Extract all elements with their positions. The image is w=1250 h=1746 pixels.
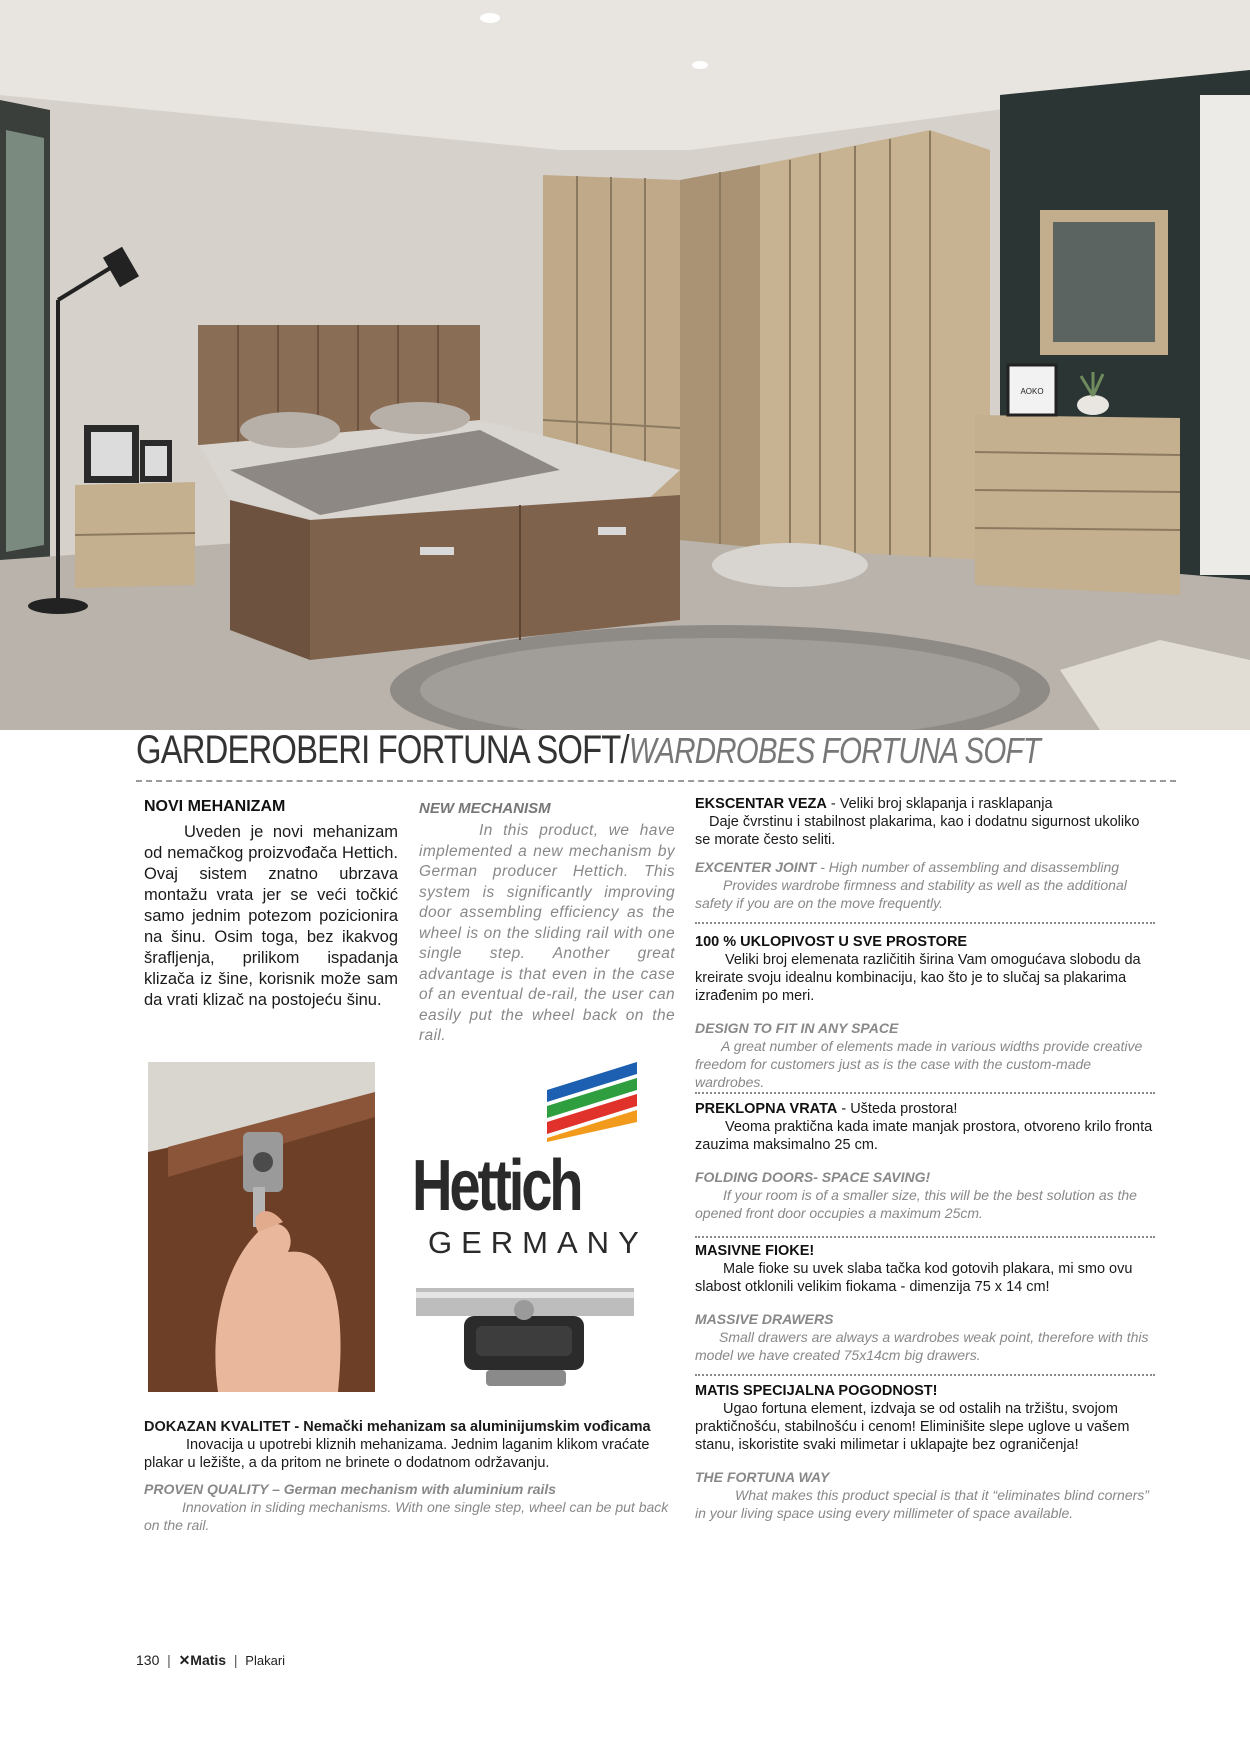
massive-drawers-section <box>695 1242 1155 1364</box>
separator-2 <box>695 1092 1155 1094</box>
quality-sr-heading: DOKAZAN KVALITET - Nemački mehanizam sa aluminijumskim vođicama <box>144 1419 651 1435</box>
quality-section <box>144 1418 674 1534</box>
hettich-country: GERMANY <box>428 1225 648 1260</box>
excenter-sr-lead: - Veliki broj sklapanja i rasklapanja <box>826 796 1053 812</box>
page-footer: 130 | ✕Matis | Plakari <box>136 1652 286 1668</box>
new-mechanism-sr-text: Uveden je novi mehanizam od nemačkog proizvođača Hettich. Ovaj sistem znatno ubrzava montažu vrata jer se veći točkić samo jednim potezom pozicionira na šinu. Osim toga, bez ikakvog šrafljenja, prilikom ispadanja klizača iz šine, korisnik može sam da vrati klizač na postojeću šinu. <box>144 823 398 1009</box>
folding-en-text: If your room is of a smaller size, this will be the best solution as the opened front door occupies a maximum 25cm. <box>695 1187 1137 1221</box>
special-sr-title: MATIS SPECIJALNA POGODNOST! <box>695 1383 938 1399</box>
drawers-sr-title: MASIVNE FIOKE! <box>695 1243 815 1259</box>
quality-sr-text: Inovacija u upotrebi kliznih mehanizama. Jednim laganim klikom vraćate plakar u ležište, a da pritom ne brinete o dodatnom održavanju. <box>144 1437 650 1471</box>
drawers-en-text: Small drawers are always a wardrobes weak point, therefore with this model we have created 75x14cm big drawers. <box>695 1329 1149 1363</box>
excenter-en-lead: - High number of assembling and disassembling <box>816 859 1120 875</box>
separator-4 <box>695 1374 1155 1376</box>
hettich-wordmark: Hettich <box>412 1146 581 1226</box>
frame-label: AOKO <box>1020 387 1044 396</box>
excenter-joint-section <box>695 795 1155 912</box>
drawers-en-title: MASSIVE DRAWERS <box>695 1311 834 1327</box>
title-sr: GARDEROBERI FORTUNA SOFT/ <box>136 728 629 772</box>
special-en-title: THE FORTUNA WAY <box>695 1469 830 1485</box>
new-mechanism-en-text: In this product, we have implemented a new mechanism by German producer Hettich. This system is significantly improving door assembling efficiency as the wheel is on the sliding rail with one single step. Another great advantage is that even in the case of an eventual de-rail, the user can easily put the wheel back on the rail. <box>419 822 675 1044</box>
separator-3 <box>695 1236 1155 1238</box>
matis-logo-icon: ✕ <box>178 1652 191 1668</box>
section-name: Plakari <box>245 1653 286 1668</box>
page-number: 130 <box>136 1652 160 1668</box>
hero-bedroom-photo <box>0 0 1250 730</box>
matis-special-section <box>695 1382 1155 1522</box>
rail-photo <box>416 1280 634 1392</box>
folding-en-title: FOLDING DOORS- SPACE SAVING! <box>695 1169 931 1185</box>
rail-illustration <box>416 1280 634 1392</box>
mechanism-hand-illustration <box>148 1062 375 1392</box>
excenter-sr-text: Daje čvrstinu i stabilnost plakarima, kao i dodatnu sigurnost ukoliko se morate često seliti. <box>695 814 1140 848</box>
fit-space-section <box>695 933 1155 1091</box>
hettich-logo <box>412 1062 648 1267</box>
title-en: WARDROBES FORTUNA SOFT <box>628 730 1040 771</box>
excenter-sr-title: EKSCENTAR VEZA <box>695 796 827 812</box>
new-mechanism-sr-section <box>144 798 398 1011</box>
quality-en-heading: PROVEN QUALITY – German mechanism with aluminium rails <box>144 1481 557 1497</box>
fit-sr-text: Veliki broj elemenata različitih širina Vam omogućava slobodu da kreirate svoju idealnu kombinaciju, kao što je to slučaj sa plakarima izrađenim po meri. <box>695 952 1141 1004</box>
new-mechanism-sr-heading: NOVI MEHANIZAM <box>144 798 286 815</box>
title-divider <box>136 780 1176 782</box>
folding-doors-section <box>695 1100 1155 1222</box>
drawers-sr-text: Male fioke su uvek slaba tačka kod gotovih plakara, mi smo ovu slabost otklonili velikim fiokama - dimenzija 75 x 14 cm! <box>695 1261 1133 1295</box>
brand-name: Matis <box>190 1652 227 1668</box>
folding-sr-text: Veoma praktična kada imate manjak prostora, otvoreno krilo fronta zauzima maksimalno 25 cm. <box>695 1119 1153 1153</box>
fit-en-title: DESIGN TO FIT IN ANY SPACE <box>695 1020 899 1036</box>
quality-en-text: Innovation in sliding mechanisms. With one single step, wheel can be put back on the rail. <box>144 1499 669 1533</box>
new-mechanism-en-section <box>419 800 675 1047</box>
new-mechanism-en-heading: NEW MECHANISM <box>419 800 551 817</box>
folding-sr-title: PREKLOPNA VRATA <box>695 1101 838 1117</box>
special-sr-text: Ugao fortuna element, izdvaja se od ostalih na tržištu, svojom praktičnošću, stabilnošću i cenom! Eliminišite slepe uglove u vašem stanu, iskoristite svaki milimetar i uklapajte bez ograničenja! <box>695 1401 1130 1453</box>
excenter-en-text: Provides wardrobe firmness and stability as well as the additional safety if you are on the move frequently. <box>695 877 1127 911</box>
excenter-en-title: EXCENTER JOINT <box>695 859 817 875</box>
hettich-stripes <box>412 1062 642 1142</box>
bedroom-illustration <box>0 0 1250 730</box>
folding-sr-lead: - Ušteda prostora! <box>837 1101 958 1117</box>
mechanism-photo <box>148 1062 375 1392</box>
special-en-text: What makes this product special is that it “eliminates blind corners” in your living space using every millimeter of space available. <box>695 1487 1149 1521</box>
separator-1 <box>695 922 1155 924</box>
fit-sr-title: 100 % UKLOPIVOST U SVE PROSTORE <box>695 934 968 950</box>
fit-en-text: A great number of elements made in various widths provide creative freedom for customers just as is the case with the custom-made wardrobes. <box>695 1038 1143 1090</box>
page-title <box>136 728 1040 773</box>
